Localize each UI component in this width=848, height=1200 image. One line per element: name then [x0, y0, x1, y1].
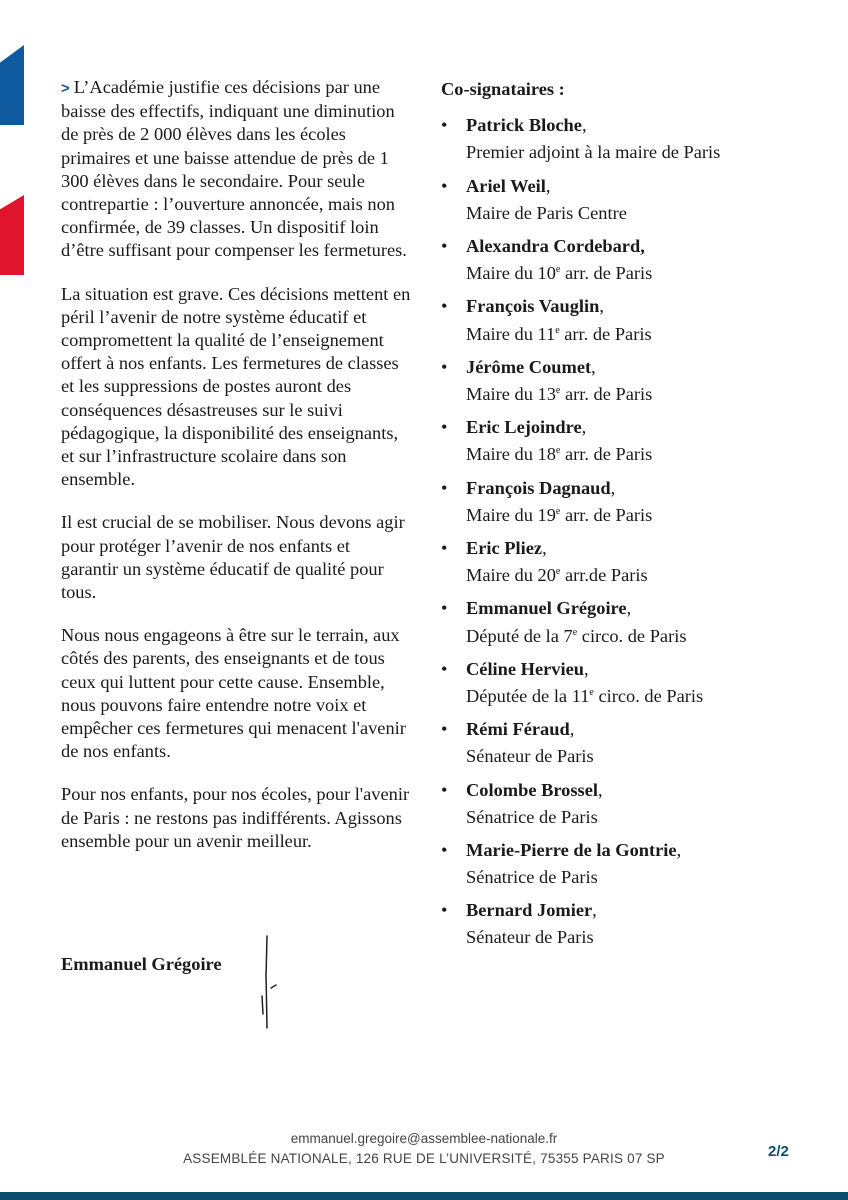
page-number: 2/2 [768, 1143, 789, 1160]
bullet-icon: • [441, 477, 448, 498]
role-text: Député de la 7 [466, 625, 573, 646]
cosignatory-name-line [466, 718, 821, 741]
cosignatory-role [466, 319, 821, 346]
cosignatory-name: Marie-Pierre de la Gontrie [466, 839, 677, 860]
bullet-icon: • [441, 175, 448, 196]
role-superscript: e [555, 566, 561, 578]
cosignatory-name: Patrick Bloche [466, 115, 582, 136]
cosignatory-name: Eric Lejoindre [466, 417, 582, 438]
cosignatory-name-line [466, 235, 821, 258]
arrow-icon: > [61, 80, 70, 97]
role-text: Maire du 19 [466, 504, 556, 525]
bullet-icon: • [441, 598, 448, 619]
cosignatory-role [466, 500, 821, 527]
cosignatory-role [466, 802, 821, 829]
letter-body [61, 76, 411, 873]
cosignatory-name: Rémi Féraud [466, 719, 570, 740]
name-separator: , [542, 537, 547, 558]
cosignatory-name-line [466, 416, 821, 439]
cosignatory-name: Ariel Weil [466, 175, 546, 196]
cosignatory-name: François Dagnaud [466, 477, 611, 498]
cosignatory-name: Bernard Jomier [466, 900, 593, 921]
bullet-icon: • [441, 537, 448, 558]
role-superscript: e [555, 445, 561, 457]
name-separator: , [597, 779, 603, 800]
name-separator: , [545, 175, 551, 196]
cosignatory-item [441, 295, 821, 355]
cosignatory-name: Emmanuel Grégoire [466, 598, 627, 619]
footer-email: emmanuel.gregoire@assemblee-nationale.fr [290, 1131, 558, 1146]
cosignatory-name: Alexandra Cordebard, [466, 235, 645, 256]
bullet-icon: • [441, 839, 448, 860]
cosignatory-name: Jérôme Coumet [466, 356, 592, 377]
cosignatory-role [466, 560, 821, 587]
bullet-icon: • [441, 719, 448, 740]
name-separator: , [626, 598, 632, 619]
role-text-suffix: circo. de Paris [593, 686, 704, 707]
role-text-suffix: arr. de Paris [559, 323, 652, 344]
name-separator: , [591, 356, 596, 377]
role-text: Sénatrice de Paris [466, 867, 598, 888]
bullet-icon: • [441, 235, 448, 256]
cosignatory-role [466, 681, 821, 708]
cosignatory-role [466, 379, 821, 406]
flag-blue-stripe [0, 45, 24, 125]
name-separator: , [569, 719, 575, 740]
role-superscript: e [555, 264, 561, 276]
cosignatory-name-line [466, 356, 821, 379]
letter-paragraph: Il est crucial de se mobiliser. Nous devons agir pour protéger l’avenir de nos enfants et garantir un système éducatif de qualité pour tous. [61, 512, 405, 603]
cosignatory-item [441, 416, 821, 476]
cosignatory-item [441, 175, 821, 235]
name-separator: , [583, 658, 589, 679]
name-separator: , [581, 115, 587, 136]
cosignatory-name-line [466, 779, 821, 802]
role-text: Maire du 11 [466, 323, 556, 344]
cosignatory-item [441, 114, 821, 174]
bullet-icon: • [441, 356, 448, 377]
letter-paragraph: La situation est grave. Ces décisions mettent en péril l’avenir de notre système éducatif et compromettent la qualité de l’enseignement offert à nos enfants. Les fermetures de classes et les suppressions de postes auront des conséquences désastreuses sur le suivi pédagogique, la disponibilité des enseignants, et sur l’infrastructure scolaire dans son ensemble. [61, 283, 411, 490]
footer-band [0, 1192, 848, 1200]
bullet-icon: • [441, 900, 448, 921]
cosignatory-item [441, 718, 821, 778]
role-text: Sénateur de Paris [466, 746, 594, 767]
cosignatory-item [441, 658, 821, 718]
cosignatories-list [441, 114, 821, 959]
cosignatory-name-line [466, 839, 821, 862]
cosignatory-name-line [466, 477, 821, 500]
role-text: Sénatrice de Paris [466, 806, 598, 827]
cosignatory-item [441, 899, 821, 959]
paragraph-text: L’Académie justifie ces décisions par une baisse des effectifs, indiquant une diminution de près de 2 000 élèves dans les écoles primaires et une baisse attendue de près de 1 300 élèves dans le secondaire. Pour seule contrepartie : l’ouverture annoncée, mais non confirmée, de 39 classes. Un dispositif loin d’être suffisant pour compenser les fermetures. [61, 77, 407, 261]
bullet-icon: • [441, 115, 448, 136]
role-text: Premier adjoint à la maire de Paris [466, 142, 721, 163]
role-text: Maire du 10 [466, 263, 556, 284]
cosignatory-item [441, 356, 821, 416]
role-superscript: e [555, 505, 561, 517]
cosignatory-name-line [466, 537, 821, 560]
role-superscript: e [555, 324, 560, 336]
cosignatory-role [466, 741, 821, 768]
cosignatory-name-line [466, 658, 821, 681]
cosignatory-name-line [466, 295, 821, 318]
role-superscript: e [589, 686, 594, 698]
flag-red-stripe [0, 195, 24, 275]
cosignatory-item [441, 477, 821, 537]
cosignatory-role [466, 137, 821, 164]
cosignatory-item [441, 597, 821, 657]
footer-address: ASSEMBLÉE NATIONALE, 126 RUE DE L’UNIVERSITÉ, 75355 PARIS 07 SP [183, 1151, 665, 1166]
bullet-icon: • [441, 658, 448, 679]
cosignatory-name: François Vauglin [466, 296, 600, 317]
name-separator: , [676, 839, 682, 860]
bullet-icon: • [441, 779, 448, 800]
letter-paragraph: Pour nos enfants, pour nos écoles, pour l'avenir de Paris : ne restons pas indifférents. Agissons ensemble pour un avenir meilleur. [61, 784, 410, 851]
cosignatory-name-line [466, 597, 821, 620]
role-text: Sénateur de Paris [466, 927, 594, 948]
handwritten-signature [258, 932, 288, 1032]
cosignatory-role [466, 258, 821, 285]
role-text: Maire du 18 [466, 444, 556, 465]
cosignatory-item [441, 235, 821, 295]
role-superscript: e [572, 626, 578, 638]
name-separator: , [592, 900, 597, 921]
cosignatory-role [466, 198, 821, 225]
name-separator: , [599, 296, 604, 317]
cosignatory-name-line [466, 899, 821, 922]
bullet-icon: • [441, 296, 448, 317]
cosignatory-name: Céline Hervieu [466, 658, 584, 679]
role-text-suffix: arr.de Paris [560, 565, 648, 586]
role-text-suffix: arr. de Paris [560, 504, 653, 525]
role-text-suffix: arr. de Paris [560, 384, 653, 405]
role-text-suffix: circo. de Paris [577, 625, 687, 646]
cosignatory-role [466, 621, 821, 648]
cosignatory-role [466, 439, 821, 466]
letter-paragraph: Nous nous engageons à être sur le terrain, aux côtés des parents, des enseignants et de tous ceux qui luttent pour cette cause. Ensemble, nous pouvons faire entendre notre voix et empêcher ces fermetures qui menacent l'avenir de nos enfants. [61, 625, 406, 762]
role-text: Maire de Paris Centre [466, 202, 627, 223]
cosignatory-role [466, 922, 821, 949]
cosignatories-section [441, 78, 821, 960]
cosignatory-name: Eric Pliez [466, 537, 543, 558]
cosignatory-name-line [466, 175, 821, 198]
role-text-suffix: arr. de Paris [560, 263, 653, 284]
cosignatory-name: Colombe Brossel [466, 779, 598, 800]
cosignatory-item [441, 537, 821, 597]
bullet-icon: • [441, 417, 448, 438]
signer-name: Emmanuel Grégoire [61, 954, 222, 974]
cosignatory-name-line [466, 114, 821, 137]
role-text: Maire du 13 [466, 384, 556, 405]
name-separator: , [610, 477, 616, 498]
role-text: Maire du 20 [466, 565, 556, 586]
cosignatory-role [466, 862, 821, 889]
letter-paragraph [61, 76, 411, 263]
role-text: Députée de la 11 [466, 686, 590, 707]
cosignatories-title: Co-signataires : [441, 79, 565, 99]
cosignatory-item [441, 779, 821, 839]
role-superscript: e [555, 384, 561, 396]
cosignatory-item [441, 839, 821, 899]
name-separator: , [581, 417, 587, 438]
role-text-suffix: arr. de Paris [560, 444, 653, 465]
